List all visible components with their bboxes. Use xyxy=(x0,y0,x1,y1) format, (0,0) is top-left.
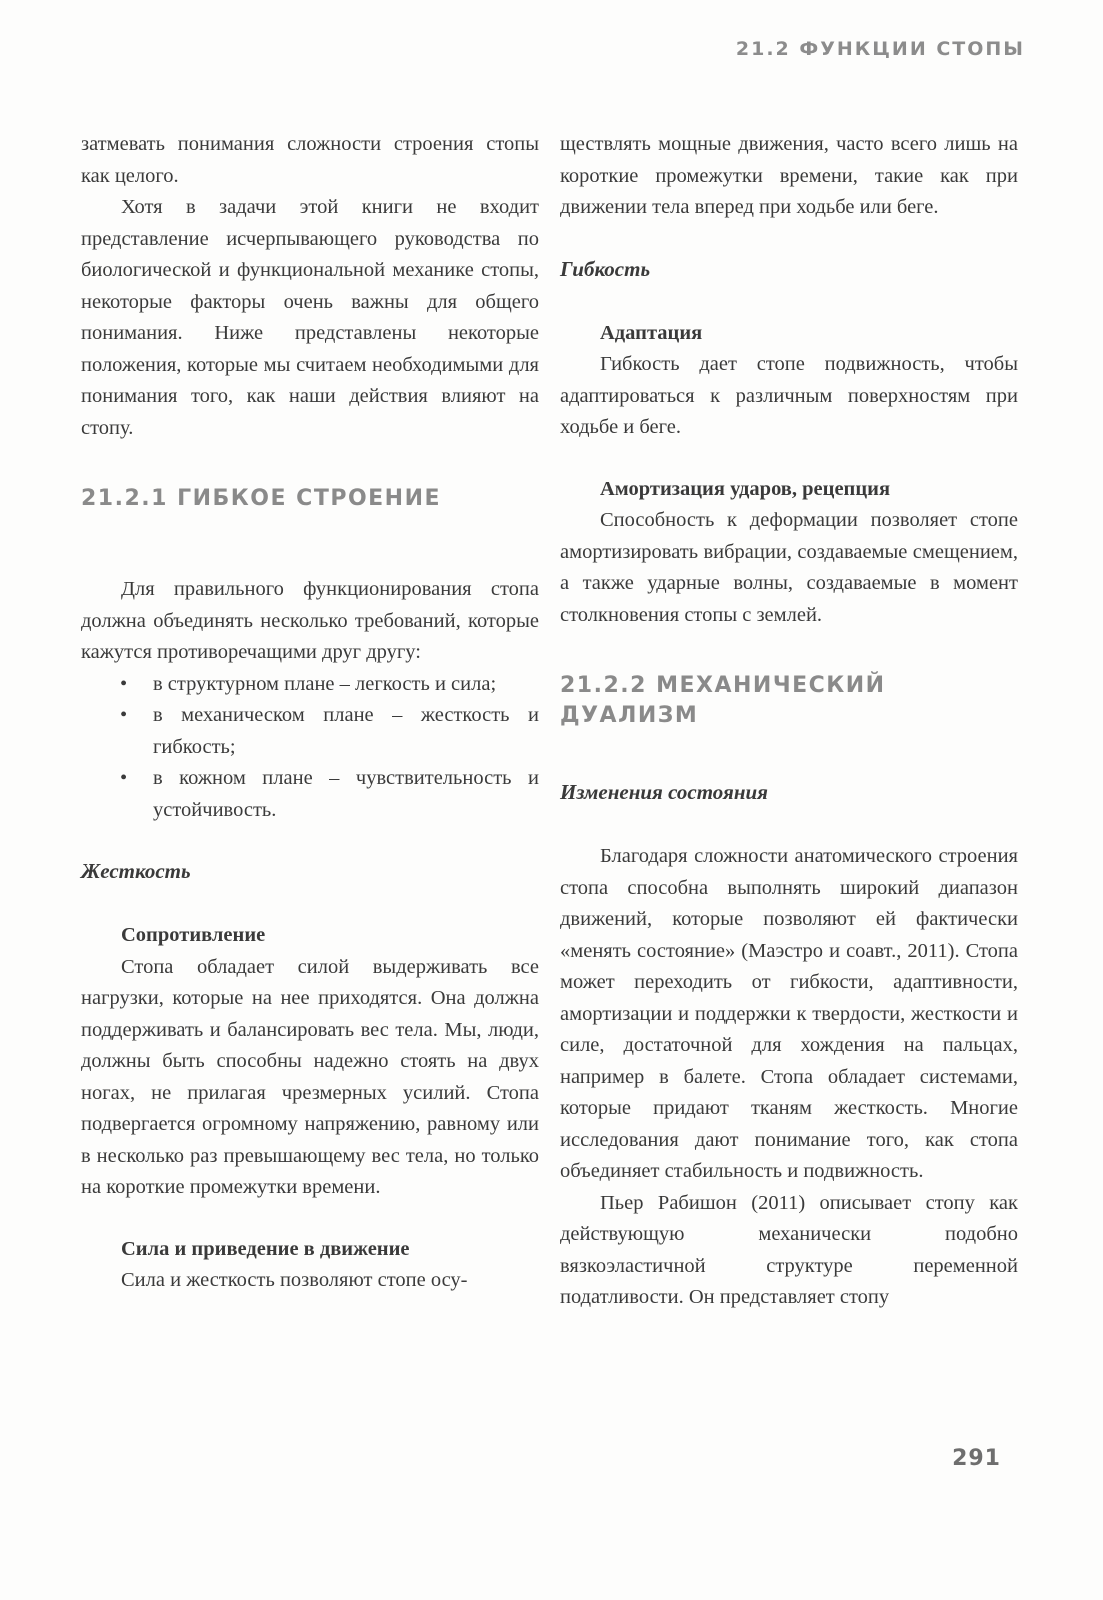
paragraph-rabichon: Пьер Рабишон (2011) описывает стопу как действующую механически подобно вязкоэластичной структуре переменной податливости. Он представляет стопу xyxy=(560,1191,1018,1308)
section-heading-mechanical-dualism: 21.2.2 МЕХАНИЧЕСКИЙ ДУАЛИЗМ xyxy=(560,673,886,728)
right-column xyxy=(560,129,1018,1314)
paragraph-intro: Хотя в задачи этой книги не входит представление исчерпывающего руководства по биологической и функциональной механике стопы, некоторые факторы очень важны для общего понимания. Ниже представлены некоторые положения, которые мы считаем необходимыми для понимания того, как наши действия влияют на стопу. xyxy=(81,196,539,439)
bullet-icon: • xyxy=(120,672,128,695)
list-item-text: в механическом плане – жесткость и гибкость; xyxy=(153,704,539,758)
left-column xyxy=(81,129,539,1297)
list-item xyxy=(81,669,539,701)
running-head: 21.2 ФУНКЦИИ СТОПЫ xyxy=(735,38,1025,60)
page-number: 291 xyxy=(952,1446,1001,1471)
section-heading-flexible-structure: 21.2.1 ГИБКОЕ СТРОЕНИЕ xyxy=(81,486,442,511)
paragraph-resistance: Стопа обладает силой выдерживать все нагрузки, которые на нее приходятся. Она должна поддерживать и балансировать вес тела. Мы, люди, должны быть способны надежно стоять на двух ногах, не прилагая чрезмерных усилий. Стопа подвергается огромному напряжению, равному или в несколько раз превышающему вес тела, но только на короткие промежутки времени. xyxy=(81,955,539,1198)
list-item-text: в кожном плане – чувствительность и устойчивость. xyxy=(153,767,539,821)
bullet-icon: • xyxy=(120,767,128,789)
paragraph-adaptation: Гибкость дает стопе подвижность, чтобы адаптироваться к различным поверхностям при ходьбе и беге. xyxy=(560,353,1018,438)
paragraph-shock-absorption: Способность к деформации позволяет стопе амортизировать вибрации, создаваемые смещением, а также ударные волны, создаваемые в момент столкновения стопы с землей. xyxy=(560,509,1018,626)
paragraph-continued: ществлять мощные движения, часто всего лишь на короткие промежутки времени, такие как при движении тела вперед при ходьбе или беге. xyxy=(560,133,1018,218)
paragraph-continued: затмевать понимания сложности строения стопы как целого. xyxy=(81,133,539,187)
paragraph-strength: Сила и жесткость позволяют стопе осу- xyxy=(121,1269,468,1291)
list-item xyxy=(81,763,539,826)
list-item xyxy=(81,700,539,763)
sub-heading-resistance: Сопротивление xyxy=(121,924,266,946)
paragraph-requirements: Для правильного функционирования стопа должна объединять несколько требований, которые кажутся противоречащими друг другу: xyxy=(81,578,539,663)
italic-heading-state-changes: Изменения состояния xyxy=(560,780,768,804)
italic-heading-rigidity: Жесткость xyxy=(81,859,191,883)
list-item-text: в структурном плане – легкость и сила; xyxy=(153,672,497,695)
italic-heading-flexibility: Гибкость xyxy=(560,256,651,281)
sub-heading-shock-absorption: Амортизация ударов, рецепция xyxy=(600,477,891,500)
requirements-list xyxy=(81,669,539,827)
sub-heading-strength: Сила и приведение в движение xyxy=(121,1237,410,1260)
bullet-icon: • xyxy=(120,704,128,726)
sub-heading-adaptation: Адаптация xyxy=(600,321,703,344)
paragraph-state-changes: Благодаря сложности анатомического строения стопа способна выполнять широкий диапазон движений, которые позволяют ей фактически «менять состояние» (Маэстро и соавт., 2011). Стопа может переходить от гибкости, адаптивности, амортизации и поддержки к твердости, жесткости и силе, достаточной для хождения на пальцах, например в балете. Стопа обладает системами, которые придают тканям жесткость. Многие исследования дают понимание того, как стопа объединяет стабильность и подвижность. xyxy=(560,845,1018,1182)
